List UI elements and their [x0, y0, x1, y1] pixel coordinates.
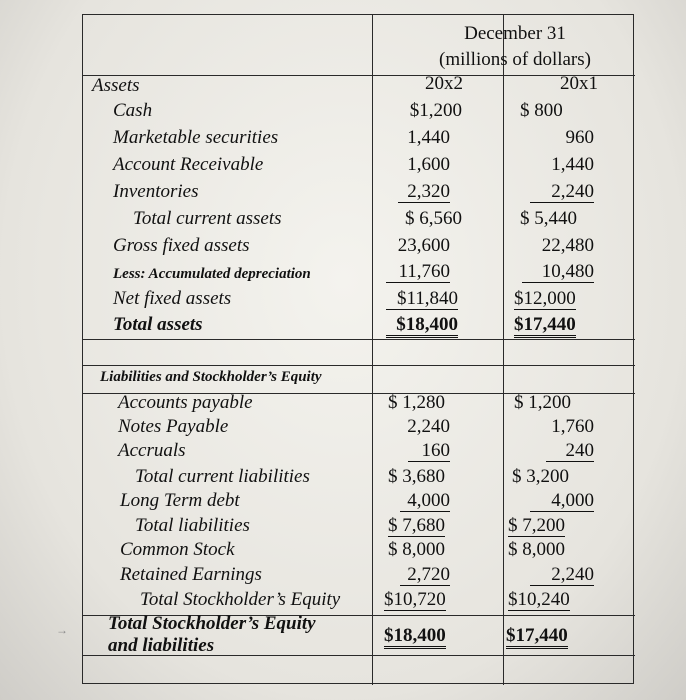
total-equity-label: Total Stockholder’s Equity: [140, 589, 341, 610]
total-liabilities-20x2: $ 7,680: [388, 515, 445, 536]
retained-earnings-20x1: 2,240: [530, 565, 594, 586]
accounts-payable-20x1: $ 1,200: [514, 392, 571, 413]
notes-payable-20x1: 1,760: [551, 416, 594, 437]
total-current-assets-20x2: $ 6,560: [405, 208, 462, 229]
header-year-20x2: 20x2: [425, 73, 463, 94]
long-term-debt-label: Long Term debt: [120, 490, 240, 511]
notes-payable-20x2: 2,240: [407, 416, 450, 437]
depreciation-20x2: 11,760: [386, 262, 450, 283]
common-stock-20x1: $ 8,000: [508, 539, 565, 560]
total-current-liabilities-20x1: $ 3,200: [512, 466, 569, 487]
total-current-assets-20x1: $ 5,440: [520, 208, 577, 229]
total-equity-liab-20x1: $17,440: [506, 626, 568, 649]
total-current-liabilities-label: Total current liabilities: [135, 466, 310, 487]
total-liabilities-label: Total liabilities: [135, 515, 250, 536]
cash-20x2: $1,200: [409, 100, 462, 121]
receivable-20x1: 1,440: [551, 154, 594, 175]
header-year-20x1: 20x1: [560, 73, 598, 94]
header-date: December 31: [464, 23, 566, 44]
total-current-liabilities-20x2: $ 3,680: [388, 466, 445, 487]
depreciation-20x1: 10,480: [522, 262, 594, 283]
total-equity-20x1: $10,240: [508, 589, 570, 610]
inventories-20x2: 2,320: [398, 182, 450, 203]
gross-fixed-20x2: 23,600: [397, 235, 450, 256]
retained-earnings-20x2: 2,720: [400, 565, 450, 586]
row-divider: [83, 365, 635, 366]
receivable-20x2: 1,600: [407, 154, 450, 175]
liabilities-heading: Liabilities and Stockholder’s Equity: [100, 369, 322, 385]
accruals-20x1: 240: [546, 441, 594, 462]
column-divider-years: [503, 15, 504, 685]
gross-fixed-label: Gross fixed assets: [113, 235, 250, 256]
cash-label: Cash: [113, 100, 153, 121]
total-assets-20x2: $18,400: [386, 315, 458, 338]
long-term-debt-20x1: 4,000: [530, 491, 594, 512]
total-equity-liab-label-1: Total Stockholder’s Equity: [108, 613, 316, 634]
margin-arrow-icon: →: [56, 623, 68, 637]
accruals-20x2: 160: [408, 441, 450, 462]
net-fixed-20x1: $12,000: [514, 288, 576, 309]
total-liabilities-20x1: $ 7,200: [508, 515, 565, 536]
inventories-label: Inventories: [113, 181, 199, 202]
depreciation-label: Less: Accumulated depreciation: [113, 266, 311, 282]
net-fixed-20x2: $11,840: [386, 289, 458, 310]
gross-fixed-20x1: 22,480: [541, 235, 594, 256]
total-assets-20x1: $17,440: [514, 315, 576, 338]
cash-20x1: $ 800: [520, 100, 563, 121]
header-units: (millions of dollars): [439, 49, 591, 70]
total-assets-label: Total assets: [113, 314, 203, 335]
total-equity-20x2: $10,720: [384, 589, 446, 610]
accruals-label: Accruals: [118, 440, 186, 461]
long-term-debt-20x2: 4,000: [400, 491, 450, 512]
row-divider: [83, 339, 635, 340]
common-stock-label: Common Stock: [120, 539, 235, 560]
total-equity-liab-20x2: $18,400: [384, 626, 446, 649]
securities-label: Marketable securities: [113, 127, 279, 148]
securities-20x1: 960: [565, 127, 594, 148]
net-fixed-label: Net fixed assets: [113, 288, 232, 309]
total-equity-liab-label-2: and liabilities: [108, 635, 215, 656]
total-current-assets-label: Total current assets: [133, 208, 282, 229]
assets-heading: Assets: [92, 75, 140, 96]
inventories-20x1: 2,240: [530, 182, 594, 203]
row-divider: [83, 75, 635, 76]
securities-20x2: 1,440: [407, 127, 450, 148]
retained-earnings-label: Retained Earnings: [120, 564, 262, 585]
common-stock-20x2: $ 8,000: [388, 539, 445, 560]
accounts-payable-label: Accounts payable: [118, 392, 253, 413]
notes-payable-label: Notes Payable: [118, 416, 229, 437]
accounts-payable-20x2: $ 1,280: [388, 392, 445, 413]
receivable-label: Account Receivable: [113, 154, 264, 175]
